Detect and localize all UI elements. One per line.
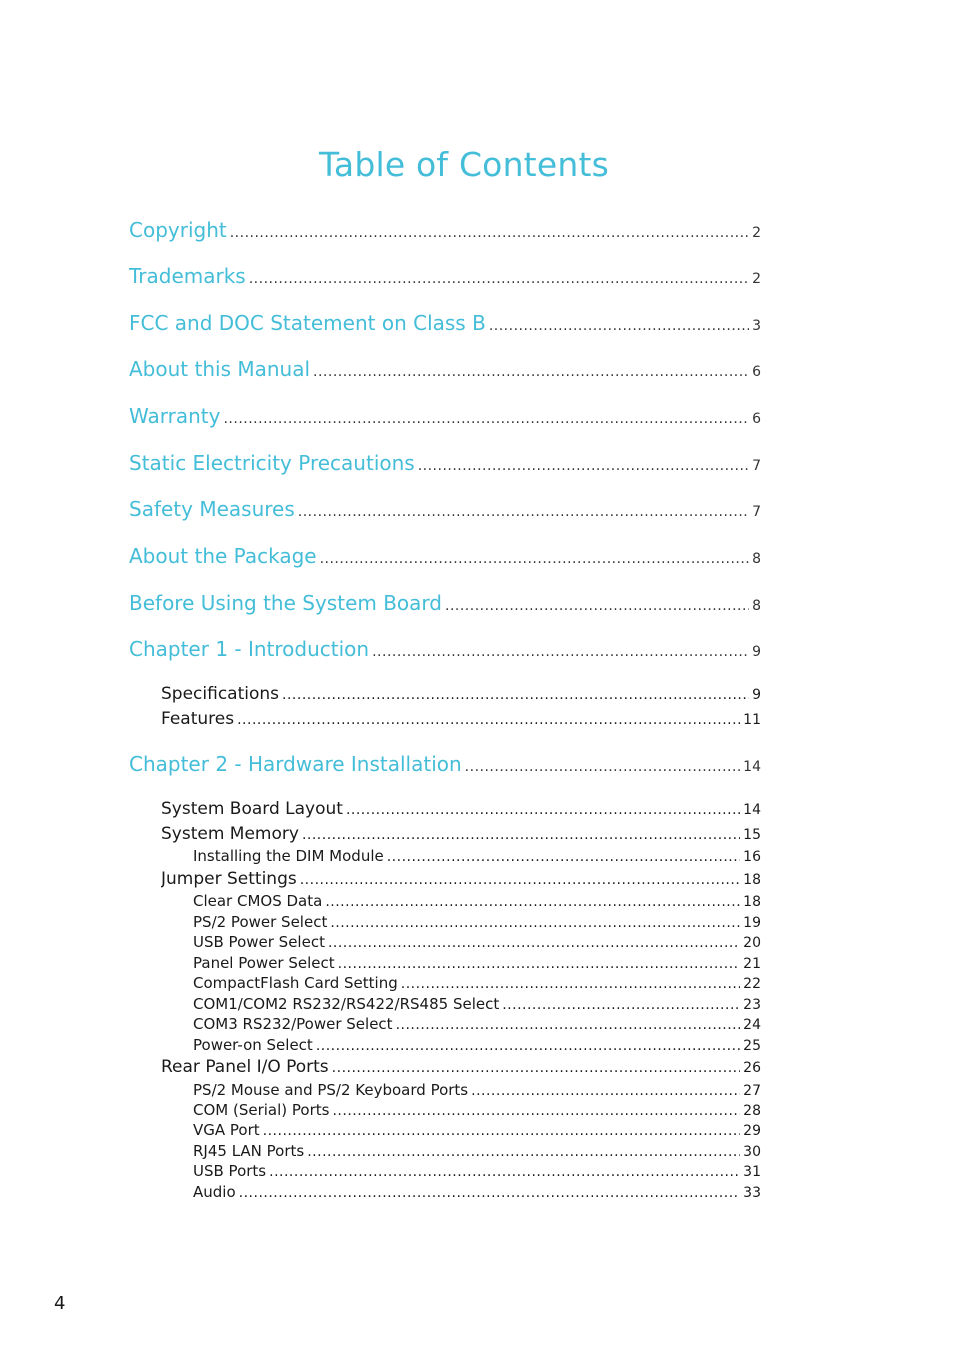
dot-leader [346, 802, 740, 818]
toc-entry-page: 18 [743, 872, 761, 888]
toc-entry-page: 20 [743, 935, 761, 951]
toc-entry-label: PS/2 Mouse and PS/2 Keyboard Ports [193, 1081, 469, 1099]
dot-leader [320, 551, 750, 567]
dot-leader [263, 1123, 741, 1139]
toc-entry-label: CompactFlash Card Setting [193, 974, 398, 992]
toc-entry-page: 21 [743, 956, 761, 972]
dot-leader [330, 915, 740, 931]
toc-entry-page: 19 [743, 915, 761, 931]
toc-entry-label: Trademarks [129, 264, 246, 288]
toc-entry-page: 9 [752, 644, 761, 660]
dot-leader [302, 827, 740, 843]
dot-leader [332, 1103, 740, 1119]
dot-leader [372, 644, 749, 660]
toc-entry-page: 29 [743, 1123, 761, 1139]
toc-entry-page: 28 [743, 1103, 761, 1119]
toc-entry-page: 2 [752, 271, 761, 287]
dot-leader [338, 956, 741, 972]
toc-entry-label: Copyright [129, 218, 227, 242]
toc-entry-page: 31 [743, 1164, 761, 1180]
toc-entry-page: 27 [743, 1083, 761, 1099]
toc-entry-about-manual[interactable] [129, 357, 761, 387]
toc-entry-page: 7 [752, 458, 761, 474]
page-number: 4 [54, 1293, 66, 1314]
toc-entry-label: Panel Power Select [193, 954, 335, 972]
dot-leader [300, 872, 740, 888]
toc-entry-label: Clear CMOS Data [193, 892, 323, 910]
toc-entry-trademarks[interactable] [129, 264, 761, 294]
toc-entry-page: 9 [752, 687, 761, 703]
toc-entry-page: 8 [752, 551, 761, 567]
dot-leader [298, 504, 749, 520]
toc-entry-copyright[interactable] [129, 218, 761, 248]
toc-entry-label: About this Manual [129, 357, 311, 381]
dot-leader [332, 1060, 741, 1076]
toc-entry-page: 14 [743, 802, 761, 818]
toc-entry-page: 6 [752, 364, 761, 380]
toc-entry-label: Features [161, 709, 235, 729]
toc-entry-label: Installing the DIM Module [193, 847, 384, 865]
toc-entry-page: 3 [752, 318, 761, 334]
dot-leader [316, 1038, 740, 1054]
toc-entry-page: 15 [743, 827, 761, 843]
toc-entry-label: Static Electricity Precautions [129, 451, 415, 475]
toc-entry-page: 6 [752, 411, 761, 427]
toc-entry-usb-power[interactable] [193, 933, 761, 953]
toc-entry-page: 26 [743, 1060, 761, 1076]
toc-entry-usb-ports[interactable] [193, 1162, 761, 1182]
toc-entry-fcc-doc[interactable] [129, 311, 761, 341]
toc-entry-label: Warranty [129, 404, 221, 428]
toc-entry-label: PS/2 Power Select [193, 913, 328, 931]
toc-entry-board-layout[interactable] [161, 799, 761, 823]
dot-leader [465, 759, 741, 775]
dot-leader [239, 1185, 741, 1201]
toc-entry-label: Specifications [161, 684, 280, 704]
toc-entry-label: System Board Layout [161, 799, 343, 819]
toc-entry-system-memory[interactable] [161, 824, 761, 848]
toc-entry-label: Jumper Settings [161, 869, 297, 889]
toc-entry-clear-cmos[interactable] [193, 892, 761, 912]
toc-entry-features[interactable] [161, 709, 761, 733]
toc-entry-label: Chapter 2 - Hardware Installation [129, 752, 462, 776]
toc-entry-label: Power-on Select [193, 1036, 313, 1054]
toc-entry-page: 11 [743, 712, 761, 728]
dot-leader [418, 458, 749, 474]
toc-entry-page: 22 [743, 976, 761, 992]
toc-entry-power-on[interactable] [193, 1036, 761, 1056]
toc-entry-label: Chapter 1 - Introduction [129, 637, 370, 661]
toc-entry-vga-port[interactable] [193, 1121, 761, 1141]
toc-entry-label: FCC and DOC Statement on Class B [129, 311, 486, 335]
toc-entry-ps2-power[interactable] [193, 913, 761, 933]
toc-entry-com1-com2[interactable] [193, 995, 761, 1015]
toc-entry-label: System Memory [161, 824, 299, 844]
toc-entry-page: 24 [743, 1017, 761, 1033]
toc-entry-rear-panel[interactable] [161, 1057, 761, 1081]
toc-entry-label: Rear Panel I/O Ports [161, 1057, 329, 1077]
dot-leader [313, 364, 749, 380]
dot-leader [328, 935, 740, 951]
dot-leader [401, 976, 740, 992]
toc-entry-label: COM (Serial) Ports [193, 1101, 330, 1119]
toc-entry-page: 18 [743, 894, 761, 910]
toc-entry-static-electricity[interactable] [129, 451, 761, 481]
dot-leader [471, 1083, 740, 1099]
toc-entry-page: 14 [743, 759, 761, 775]
dot-leader [396, 1017, 741, 1033]
toc-entry-page: 23 [743, 997, 761, 1013]
toc-entry-label: RJ45 LAN Ports [193, 1142, 305, 1160]
toc-entry-label: About the Package [129, 544, 317, 568]
dot-leader [445, 598, 749, 614]
toc-entry-com3[interactable] [193, 1015, 761, 1035]
dot-leader [223, 411, 749, 427]
toc-entry-label: Before Using the System Board [129, 591, 442, 615]
toc-entry-safety-measures[interactable] [129, 497, 761, 527]
toc-entry-chapter-2[interactable] [129, 752, 761, 782]
toc-entry-label: COM3 RS232/Power Select [193, 1015, 393, 1033]
toc-entry-page: 2 [752, 225, 761, 241]
dot-leader [269, 1164, 740, 1180]
dot-leader [502, 997, 740, 1013]
toc-entry-ps2-mouse-keyboard[interactable] [193, 1081, 761, 1101]
toc-entry-before-using[interactable] [129, 591, 761, 621]
dot-leader [237, 712, 740, 728]
toc-entry-page: 30 [743, 1144, 761, 1160]
dot-leader [489, 318, 749, 334]
toc-entry-warranty[interactable] [129, 404, 761, 434]
dot-leader [249, 271, 749, 287]
toc-entry-page: 33 [743, 1185, 761, 1201]
toc-entry-jumper-settings[interactable] [161, 869, 761, 893]
dot-leader [387, 849, 740, 865]
toc-entry-label: Audio [193, 1183, 236, 1201]
toc-entry-rj45-lan[interactable] [193, 1142, 761, 1162]
toc-entry-audio[interactable] [193, 1183, 761, 1203]
toc-entry-about-package[interactable] [129, 544, 761, 574]
toc-entry-specifications[interactable] [161, 684, 761, 708]
toc-entry-label: VGA Port [193, 1121, 260, 1139]
toc-entry-dim-module[interactable] [193, 847, 761, 867]
dot-leader [325, 894, 740, 910]
toc-entry-page: 7 [752, 504, 761, 520]
toc-entry-page: 16 [743, 849, 761, 865]
dot-leader [282, 687, 749, 703]
toc-entry-compactflash[interactable] [193, 974, 761, 994]
toc-entry-label: COM1/COM2 RS232/RS422/RS485 Select [193, 995, 500, 1013]
toc-entry-chapter-1[interactable] [129, 637, 761, 667]
page-title: Table of Contents [319, 145, 609, 184]
toc-entry-page: 25 [743, 1038, 761, 1054]
toc-entry-com-serial[interactable] [193, 1101, 761, 1121]
toc-entry-label: USB Power Select [193, 933, 325, 951]
toc-entry-page: 8 [752, 598, 761, 614]
dot-leader [230, 225, 749, 241]
toc-entry-label: USB Ports [193, 1162, 267, 1180]
dot-leader [307, 1144, 740, 1160]
toc-entry-panel-power[interactable] [193, 954, 761, 974]
toc-entry-label: Safety Measures [129, 497, 295, 521]
